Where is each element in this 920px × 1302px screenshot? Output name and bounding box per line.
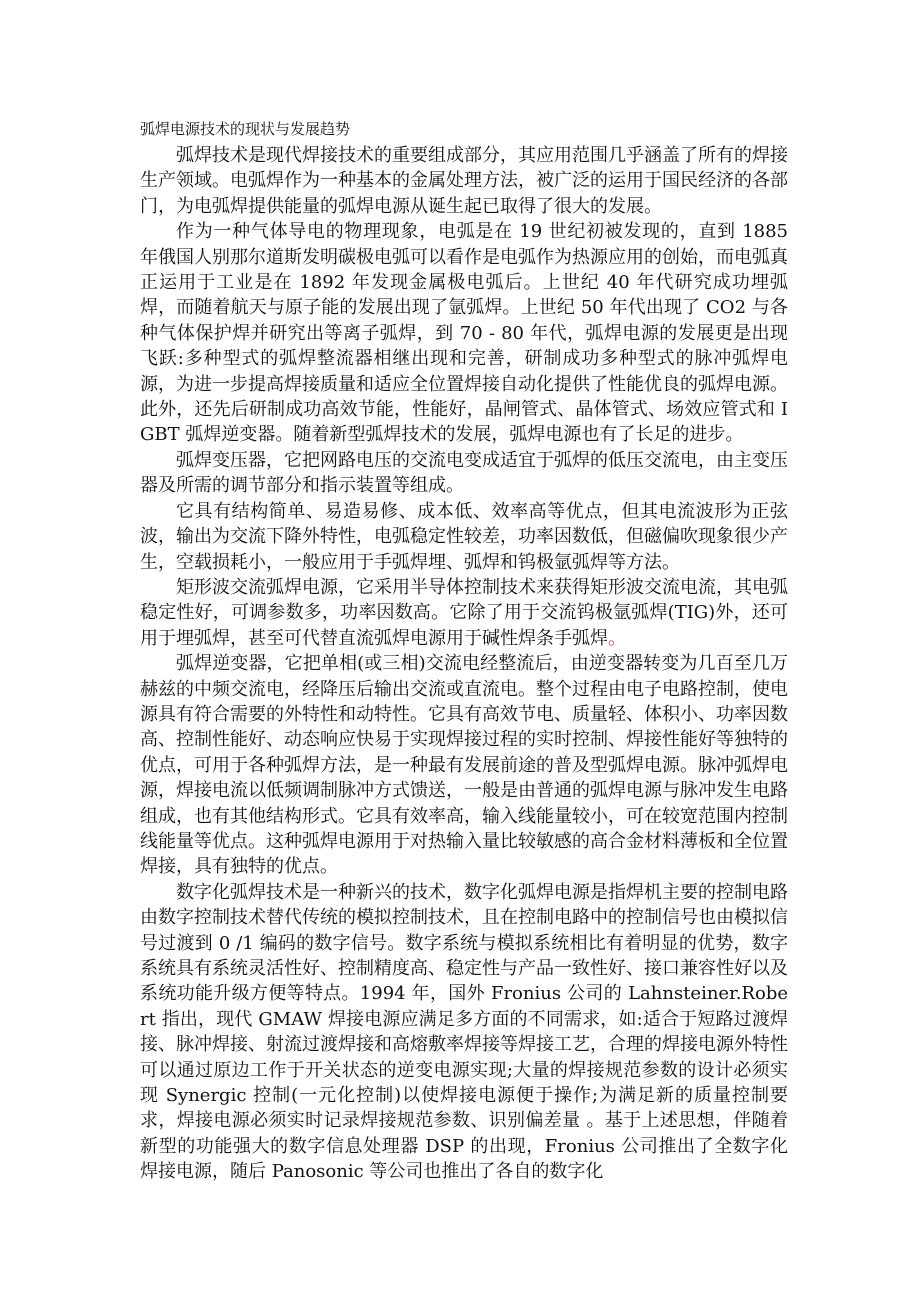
document-title: 弧焊电源技术的现状与发展趋势	[140, 120, 351, 138]
paragraph-digital: 数字化弧焊技术是一种新兴的技术，数字化弧焊电源是指焊机主要的控制电路由数字控制技术替代传统的模拟控制技术，且在控制电路中的控制信号也由模拟信号过渡到 0 /1 编码的数字信号。数字系统与模拟系统相比有着明显的优势，数字系统具有系统灵活性好、控制精度高、稳定性与产品一致性好、接口兼容性好以及系统功能升级方便等特点。1994 年，国外 Fronius 公司的 Lahnsteiner.Robert 指出，现代 GMAW 焊接电源应满足多方面的不同需求，如:适合于短路过渡焊接、脉冲焊接、射流过渡焊接和高熔敷率焊接等焊接工艺，合理的焊接电源外特性可以通过原边工作于开关状态的逆变电源实现;大量的焊接规范参数的设计必须实现 Synergic 控制(一元化控制)以使焊接电源便于操作;为满足新的质量控制要求，焊接电源必须实时记录焊接规范参数、识别偏差量 。基于上述思想，伴随着新型的功能强大的数字信息处理器 DSP 的出现，Fronius 公司推出了全数字化焊接电源，随后 Panosonic 等公司也推出了各自的数字化	[140, 881, 788, 1183]
red-period-mark: 。	[608, 627, 626, 649]
paragraph-transformer-features: 它具有结构简单、易造易修、成本低、效率高等优点，但其电流波形为正弦波，输出为交流下降外特性，电弧稳定性较差，功率因数低，但磁偏吹现象很少产生，空载损耗小，一般应用于手弧焊埋、弧焊和钨极氩弧焊等方法。	[140, 500, 788, 573]
paragraph-transformer: 弧焊变压器，它把网路电压的交流电变成适宜于弧焊的低压交流电，由主变压器及所需的调节部分和指示装置等组成。	[140, 449, 788, 497]
paragraph-square-wave-text: 矩形波交流弧焊电源，它采用半导体控制技术来获得矩形波交流电流，其电弧稳定性好，可调参数多，功率因数高。它除了用于交流钨极氩弧焊(TIG)外，还可用于埋弧焊，甚至可代替直流弧焊电源用于碱性焊条手弧焊	[140, 576, 788, 649]
paragraph-intro: 弧焊技术是现代焊接技术的重要组成部分，其应用范围几乎涵盖了所有的焊接生产领域。电弧焊作为一种基本的金属处理方法，被广泛的运用于国民经济的各部门，为电弧焊提供能量的弧焊电源从诞生起已取得了很大的发展。	[140, 145, 788, 217]
paragraph-inverter: 弧焊逆变器，它把单相(或三相)交流电经整流后，由逆变器转变为几百至几万赫兹的中频交流电，经降压后输出交流或直流电。整个过程由电子电路控制，使电源具有符合需要的外特性和动特性。它具有高效节电、质量轻、体积小、功率因数高、控制性能好、动态响应快易于实现焊接过程的实时控制、焊接性能好等独特的优点，可用于各种弧焊方法，是一种最有发展前途的普及型弧焊电源。脉冲弧焊电源，焊接电流以低频调制脉冲方式馈送，一般是由普通的弧焊电源与脉冲发生电路组成，也有其他结构形式。它具有效率高，输入线能量较小，可在较宽范围内控制线能量等优点。这种弧焊电源用于对热输入量比较敏感的高合金材料薄板和全位置焊接，具有独特的优点。	[140, 653, 788, 878]
document-page	[140, 118, 788, 1185]
paragraph-history: 作为一种气体导电的物理现象，电弧是在 19 世纪初被发现的，直到 1885 年俄国人别那尔道斯发明碳极电弧可以看作是电弧作为热源应用的创始，而电弧真正运用于工业是在 1892 年发现金属极电弧后。上世纪 40 年代研究成功埋弧焊，而随着航天与原子能的发展出现了氩弧焊。上世纪 50 年代出现了 CO2 与各种气体保护焊并研究出等离子弧焊，到 70 - 80 年代，弧焊电源的发展更是出现飞跃:多种型式的弧焊整流器相继出现和完善，研制成功多种型式的脉冲弧焊电源，为进一步提高焊接质量和适应全位置焊接自动化提供了性能优良的弧焊电源。此外，还先后研制成功高效节能，性能好，晶闸管式、晶体管式、场效应管式和 IGBT 弧焊逆变器。随着新型弧焊技术的发展，弧焊电源也有了长足的进步。	[140, 221, 788, 446]
paragraph-square-wave	[140, 575, 788, 651]
